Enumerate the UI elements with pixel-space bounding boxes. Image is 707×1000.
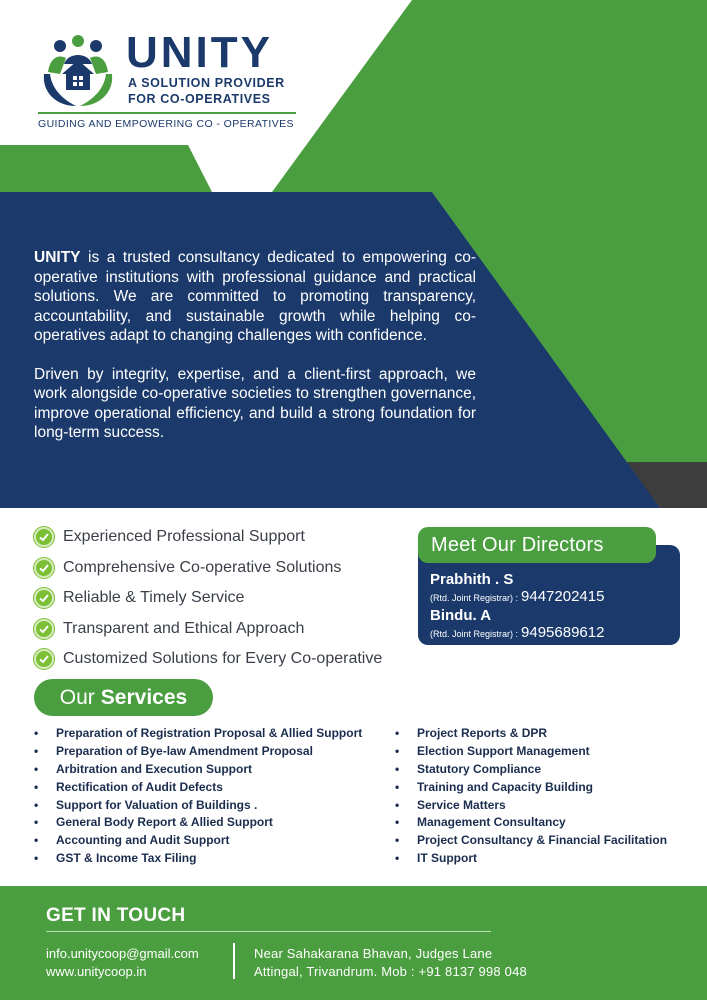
unity-house-family-logo-icon [38, 34, 118, 110]
service-item: • Management Consultancy [395, 814, 667, 832]
service-item: • Project Consultancy & Financial Facilitation [395, 832, 667, 850]
feature-item [34, 614, 382, 645]
about-paragraph-2: Driven by integrity, expertise, and a client-first approach, we work alongside co-operative societies to strengthen governance, improve operational efficiency, and build a strong foundation for long-term success. [34, 365, 477, 441]
check-icon [34, 588, 54, 608]
feature-label: Customized Solutions for Every Co-operative [63, 650, 383, 668]
contact-email[interactable]: info.unitycoop@gmail.com [46, 946, 199, 961]
service-item: • Election Support Management [395, 743, 667, 761]
director-role: (Rtd. Joint Registrar) : [430, 629, 519, 639]
director-role: (Rtd. Joint Registrar) : [430, 593, 519, 603]
contact-website[interactable]: www.unitycoop.in [46, 964, 147, 979]
services-heading-prefix: Our [59, 685, 95, 709]
service-item: • Service Matters [395, 797, 667, 815]
service-item: • GST & Income Tax Filing [34, 850, 362, 868]
directors-heading: Meet Our Directors [418, 527, 656, 563]
about-paragraph-1-text: is a trusted consultancy dedicated to empowering co-operative institutions with professional guidance and practical solutions. We are committed to promoting transparency, accountability, and sustainable growth while helping co-operatives adapt to changing challenges with confidence. [34, 249, 476, 344]
contact-divider [46, 931, 491, 932]
logo-title: UNITY [126, 28, 273, 77]
logo-subtitle-line2: FOR CO-OPERATIVES [128, 92, 271, 106]
feature-item [34, 583, 382, 614]
check-icon [34, 558, 54, 578]
feature-item [34, 644, 382, 675]
feature-item [34, 522, 382, 553]
service-item: • Statutory Compliance [395, 761, 667, 779]
services-heading [34, 679, 213, 716]
check-icon [34, 527, 54, 547]
left-green-band [0, 145, 212, 192]
director-phone[interactable]: 9447202415 [521, 588, 605, 605]
contact-address-line1: Near Sahakarana Bhavan, Judges Lane [254, 946, 493, 961]
service-item: • Project Reports & DPR [395, 725, 667, 743]
contact-separator [233, 943, 235, 979]
footer-green-band [0, 886, 707, 1000]
services-list-right [395, 725, 667, 868]
feature-label: Transparent and Ethical Approach [63, 619, 305, 637]
service-item: • Preparation of Bye-law Amendment Proposal [34, 743, 362, 761]
services-heading-bold: Services [100, 685, 188, 709]
service-item: • Support for Valuation of Buildings . [34, 797, 362, 815]
director-card [430, 608, 604, 641]
contact-heading: GET IN TOUCH [46, 905, 186, 926]
director-phone[interactable]: 9495689612 [521, 624, 605, 641]
service-item: • IT Support [395, 850, 667, 868]
feature-label: Experienced Professional Support [63, 528, 305, 546]
service-item: • Accounting and Audit Support [34, 832, 362, 850]
check-icon [34, 619, 54, 639]
about-paragraph-1 [34, 248, 476, 346]
service-item: • Arbitration and Execution Support [34, 761, 362, 779]
service-item: • General Body Report & Allied Support [34, 814, 362, 832]
logo-divider [38, 112, 296, 114]
about-brand: UNITY [34, 249, 81, 266]
logo-subtitle-line1: A SOLUTION PROVIDER [128, 76, 285, 90]
director-name: Bindu. A [430, 607, 492, 624]
contact-address-line2: Attingal, Trivandrum. Mob : +91 8137 998 048 [254, 964, 527, 979]
director-name: Prabhith . S [430, 571, 514, 588]
features-list [34, 522, 382, 675]
service-item: • Preparation of Registration Proposal & Allied Support [34, 725, 362, 743]
feature-label: Reliable & Timely Service [63, 589, 245, 607]
service-item: • Training and Capacity Building [395, 779, 667, 797]
director-card [430, 572, 604, 605]
feature-item [34, 553, 382, 584]
about-section [34, 248, 476, 443]
feature-label: Comprehensive Co-operative Solutions [63, 558, 342, 576]
services-list-left [34, 725, 362, 868]
tagline: GUIDING AND EMPOWERING CO - OPERATIVES [38, 118, 294, 130]
check-icon [34, 649, 54, 669]
service-item: • Rectification of Audit Defects [34, 779, 362, 797]
